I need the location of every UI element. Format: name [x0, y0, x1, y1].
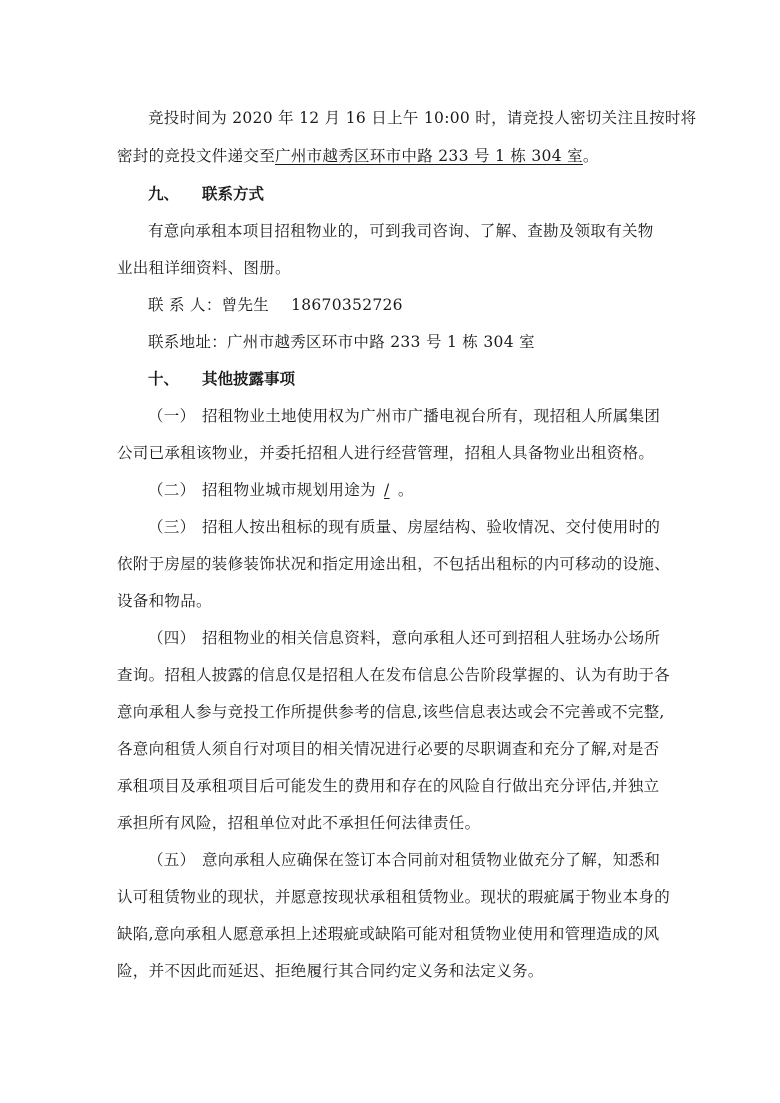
- section-10-number: 十、: [148, 370, 180, 388]
- item-4-line-4: [117, 739, 659, 759]
- item-4-line-5: [117, 776, 659, 796]
- section-9-number: 九、: [148, 185, 180, 203]
- section-9-title: 联系方式: [202, 185, 265, 203]
- item-5-text-2: 认可租赁物业的现状，并愿意按现状承租租赁物业。现状的瑕疵属于物业本身的: [117, 888, 671, 906]
- item-5-line-1: [148, 850, 660, 870]
- section-9-para-line-2: [117, 258, 291, 278]
- item-4-line-2: [117, 665, 670, 685]
- item-1-line-2: [117, 443, 654, 463]
- section-10-title: 其他披露事项: [202, 370, 296, 388]
- section-9-para-text-2: 业出租详细资料、图册。: [117, 259, 291, 277]
- item-2-suffix: 。: [397, 481, 414, 499]
- item-3-line-3: [117, 591, 212, 611]
- contact-address-text: 联系地址：广州市越秀区环市中路 233 号 1 栋 304 室: [148, 333, 535, 351]
- item-5-label: （五）: [148, 851, 196, 869]
- item-3-text-3: 设备和物品。: [117, 592, 212, 610]
- contact-person-line: [148, 295, 403, 315]
- item-3-line-1: [148, 517, 660, 537]
- bid-time-line: [148, 108, 696, 128]
- item-4-line-3: [117, 702, 665, 722]
- item-2-blank-value: /: [384, 481, 390, 499]
- bid-address-prefix: 密封的竞投文件递交至: [117, 147, 276, 165]
- item-2-label: （二）: [148, 481, 196, 499]
- item-3-label: （三）: [148, 518, 196, 536]
- item-4-text-3: 意向承租人参与竞投工作所提供参考的信息,该些信息表达或会不完善或不完整,: [117, 703, 665, 721]
- item-5-line-4: [117, 961, 544, 981]
- section-9-para-line-1: [148, 221, 654, 241]
- item-3-text-2: 依附于房屋的装修装饰状况和指定用途出租，不包括出租标的内可移动的设施、: [117, 555, 671, 573]
- item-5-line-2: [117, 887, 670, 907]
- item-2-prefix: 招租物业城市规划用途为: [202, 481, 376, 499]
- item-3-line-2: [117, 554, 670, 574]
- item-5-line-3: [117, 924, 659, 944]
- item-4-label: （四）: [148, 629, 196, 647]
- item-1-line-1: [148, 406, 660, 426]
- section-10-heading: [148, 369, 295, 389]
- section-9-heading: [148, 184, 264, 204]
- bid-time-text: 竞投时间为 2020 年 12 月 16 日上午 10:00 时，请竞投人密切关注且按时将: [148, 109, 697, 127]
- item-1-text-2: 公司已承租该物业，并委托招租人进行经营管理，招租人具备物业出租资格。: [117, 444, 655, 462]
- item-4-line-6: [117, 813, 480, 833]
- item-3-text-1: 招租人按出租标的现有质量、房屋结构、验收情况、交付使用时的: [202, 518, 661, 536]
- item-4-text-4: 各意向租赁人须自行对项目的相关情况进行必要的尽职调查和充分了解,对是否: [117, 740, 660, 758]
- bid-address-line: [117, 146, 599, 166]
- item-4-text-6: 承担所有风险，招租单位对此不承担任何法律责任。: [117, 814, 481, 832]
- section-9-para-text-1: 有意向承租本项目招租物业的，可到我司咨询、了解、查勘及领取有关物: [148, 222, 654, 240]
- item-4-text-2: 查询。招租人披露的信息仅是招租人在发布信息公告阶段掌握的、认为有助于各: [117, 666, 671, 684]
- item-1-label: （一）: [148, 407, 196, 425]
- item-5-text-3: 缺陷,意向承租人愿意承担上述瑕疵或缺陷可能对租赁物业使用和管理造成的风: [117, 925, 660, 943]
- item-5-text-1: 意向承租人应确保在签订本合同前对租赁物业做充分了解，知悉和: [202, 851, 661, 869]
- contact-person-label: 联 系 人：曾先生: [148, 296, 270, 314]
- item-5-text-4: 险，并不因此而延迟、拒绝履行其合同约定义务和法定义务。: [117, 962, 544, 980]
- item-4-text-5: 承租项目及承租项目后可能发生的费用和存在的风险自行做出充分评估,并独立: [117, 777, 660, 795]
- contact-address-line: [148, 332, 535, 352]
- item-1-text-1: 招租物业土地使用权为广州市广播电视台所有，现招租人所属集团: [202, 407, 661, 425]
- bid-address-suffix: 。: [582, 147, 599, 165]
- item-4-text-1: 招租物业的相关信息资料，意向承租人还可到招租人驻场办公场所: [202, 629, 661, 647]
- item-2-line-1: [148, 480, 414, 500]
- contact-phone: 18670352726: [291, 296, 403, 314]
- item-4-line-1: [148, 628, 660, 648]
- bid-address-underlined: 广州市越秀区环市中路 233 号 1 栋 304 室: [275, 147, 583, 165]
